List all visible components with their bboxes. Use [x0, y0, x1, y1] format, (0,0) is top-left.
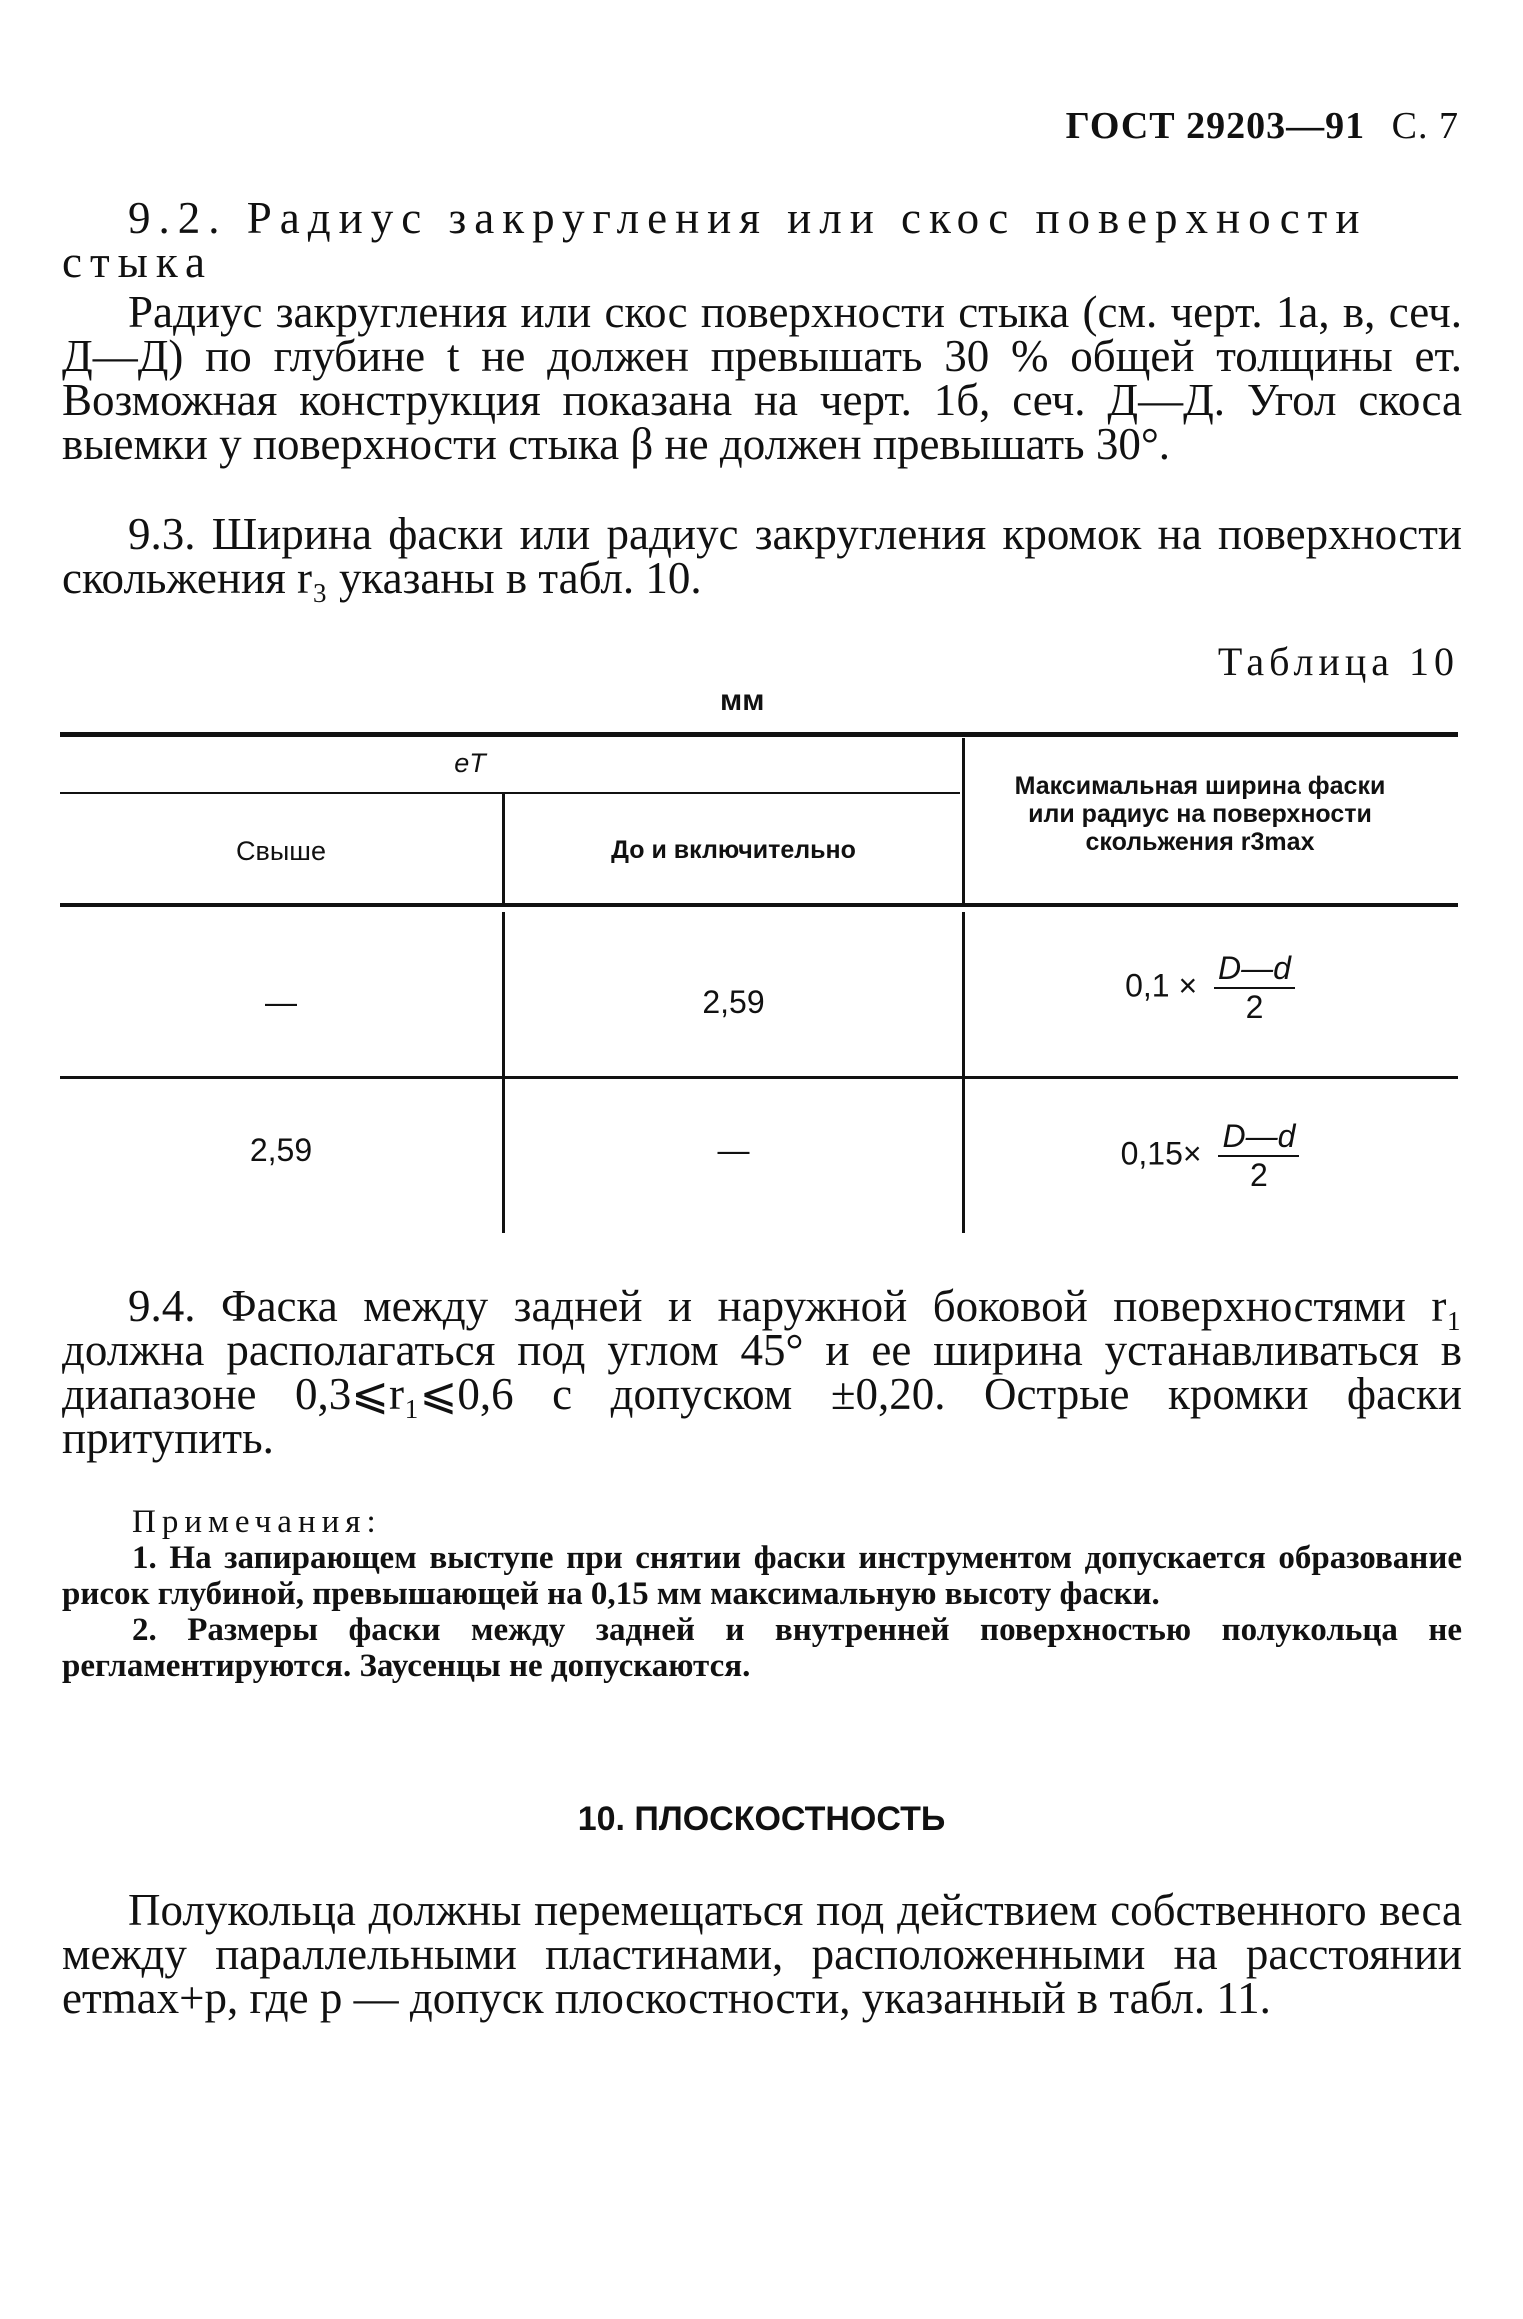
col-from-header: Свыше [236, 836, 326, 866]
section-9-4-text: 9.4. Фаска между задней и наружной боковой поверхностями r₁ должна располагаться под углом 45° и ее ширина устанавливаться в диапазоне 0,3⩽r₁⩽0,6 с допуском ±0,20. Острые кромки фаски притупить. [62, 1281, 1462, 1463]
table-caption: Таблица 10 [1217, 639, 1459, 684]
table-group-rule [60, 792, 960, 794]
section-9-2-title: 9.2. Радиус закругления или скос поверхности стыка [62, 193, 1368, 287]
table-row-rule [60, 1076, 1458, 1079]
table-header-rule [60, 903, 1458, 907]
notes-title: Примечания: [132, 1504, 382, 1540]
row2-fraction [1218, 1118, 1299, 1194]
table-unit: мм [720, 684, 765, 717]
table-divider-2-body [962, 912, 965, 1233]
row2-from: 2,59 [249, 1132, 313, 1168]
note-2: 2. Размеры фаски между задней и внутренней поверхностью полукольца не регламентируются. Заусенцы не допускаются. [62, 1612, 1462, 1684]
row1-to: 2,59 [702, 984, 765, 1020]
row2-denominator: 2 [1250, 1157, 1268, 1193]
row2-to: — [717, 1132, 750, 1168]
row1-coef: 0,1 × [1125, 967, 1198, 1004]
section-9-2-text: Радиус закругления или скос поверхности стыка (см. черт. 1а, в, сеч. Д—Д) по глубине t не должен превышать 30 % общей толщины eт. Возможная конструкция показана на черт. 1б, сеч. Д—Д. Угол скоса выемки у поверхности стыка β не должен превышать 30°. [62, 287, 1462, 469]
row2-value [1050, 1118, 1370, 1194]
col-max-header: Максимальная ширина фаски или радиус на поверхности скольжения r3max [1014, 772, 1386, 856]
row1-denominator: 2 [1245, 989, 1264, 1025]
row1-numerator: D—d [1214, 950, 1295, 989]
row2-numerator: D—d [1218, 1118, 1299, 1157]
row1-value [1050, 950, 1370, 1026]
col-to-header: До и включительно [611, 836, 856, 864]
table-group-header: eT [454, 748, 486, 778]
note-1: 1. На запирающем выступе при снятии фаски инструментом допускается образование рисок глубиной, превышающей на 0,15 мм максимальную высоту фаски. [62, 1540, 1462, 1612]
row1-from: — [265, 984, 297, 1020]
section-10-text: Полукольца должны перемещаться под действием собственного веса между параллельными пластинами, расположенными на расстоянии eтmax+p, где p — допуск плоскостности, указанный в табл. 11. [62, 1885, 1462, 2023]
notes-block [62, 1504, 1462, 1684]
page-number: С. 7 [1391, 105, 1459, 147]
gost-number: ГОСТ 29203—91 [1065, 105, 1366, 147]
section-10-title: 10. ПЛОСКОСТНОСТЬ [577, 1800, 946, 1838]
page-header [1066, 104, 1459, 148]
table-divider-2-header [962, 738, 965, 903]
table-divider-1-body [502, 912, 505, 1233]
row1-fraction [1214, 950, 1295, 1026]
row2-coef: 0,15× [1120, 1135, 1202, 1172]
table-top-rule [60, 732, 1458, 737]
section-9-3-text: 9.3. Ширина фаски или радиус закругления кромок на поверхности скольжения r₃ указаны в табл. 10. [62, 509, 1462, 603]
